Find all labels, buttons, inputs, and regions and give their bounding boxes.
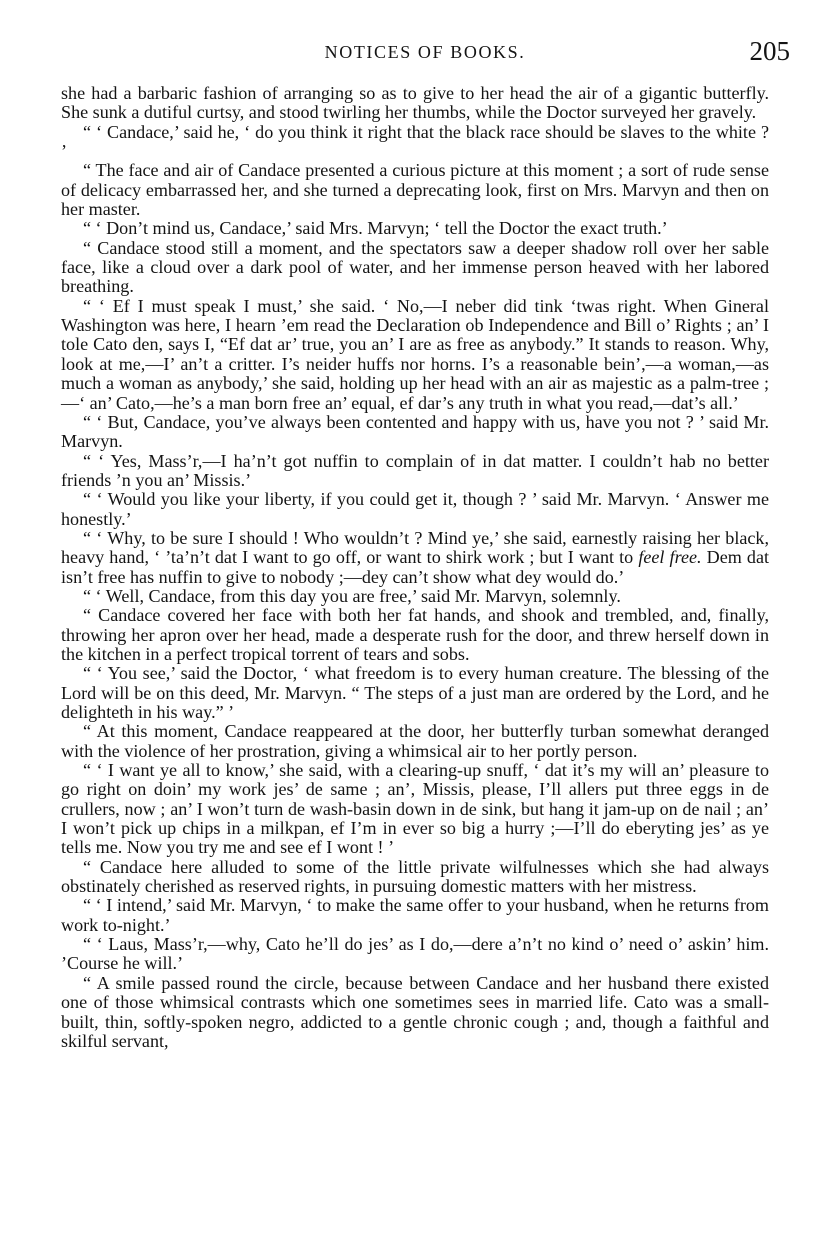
paragraph: “ ‘ Would you like your liberty, if you could get it, though ? ’ said Mr. Marvyn. ‘ Answer me honestly.’ <box>61 489 769 529</box>
paragraph: “ Candace here alluded to some of the little private wilfulnesses which she had always obstinately cherished as reserved rights, in pursuing domestic matters with her mistress. <box>61 856 769 897</box>
paragraph: “ ‘ But, Candace, you’ve always been contented and happy with us, have you not ? ’ said Mr. Marvyn. <box>61 411 769 452</box>
paragraph: she had a barbaric fashion of arranging so as to give to her head the air of a gigantic butterfly. She sunk a dutiful curtsy, and stood twirling her thumbs, while the Doctor surveyed her gravely. <box>61 83 769 123</box>
page-number: 205 <box>749 36 790 66</box>
paragraph: “ ‘ Well, Candace, from this day you are free,’ said Mr. Marvyn, solemnly. <box>83 585 621 606</box>
paragraph: “ ‘ You see,’ said the Doctor, ‘ what freedom is to every human creature. The blessing of the Lord will be on this deed, Mr. Marvyn. “ The steps of a just man are ordered by the Lord, and he delighteth in his way.” ’ <box>61 663 769 722</box>
paragraph: “ ‘ Don’t mind us, Candace,’ said Mrs. Marvyn; ‘ tell the Doctor the exact truth.’ <box>83 218 668 239</box>
paragraph-text: Dem dat isn’t free has nuffin to give to nobody ;—dey can’t show what dey would do.’ <box>61 547 770 587</box>
paragraph: “ Candace stood still a moment, and the spectators saw a deeper shadow roll over her sable face, like a cloud over a dark pool of water, and her immense person heaved with her labored breathing. <box>61 237 769 297</box>
paragraph-text: “ ‘ Why, to be sure I should ! Who wouldn’t ? Mind ye,’ she said, earnestly raising her black, heavy hand, ‘ ’ta’n’t dat I want to go off, or want to shirk work ; but I want to <box>61 527 769 568</box>
paragraph: “ ‘ Ef I must speak I must,’ she said. ‘ No,—I neber did tink ‘twas right. When Gineral Washington was here, I hearn ’em read the Declaration ob Independence and Bill o’ Rights ; an’ I tole Cato den, says I, “Ef dat ar’ true, you an’ I are as free as anybody.” It stands to reason. Why, look at me,—I’ an’t a critter. I’s neider huffs nor horns. I’s a reasonable bein’,—a woman,—as much a woman as anybody,’ she said, holding up her head with an air as majestic as a palm-tree ;—‘ an’ Cato,—he’s a man born free an’ equal, ef dar’s any truth in what you read,—dat’s all.’ <box>61 295 769 413</box>
paragraph: “ ‘ Laus, Mass’r,—why, Cato he’ll do jes’ as I do,—dere a’n’t no kind o’ need o’ askin’ him. ’Course he will.’ <box>61 934 769 974</box>
paragraph: “ At this moment, Candace reappeared at the door, her butterfly turban somewhat deranged with the violence of her prostration, giving a whimsical air to her portly person. <box>61 721 769 761</box>
paragraph: “ ‘ I intend,’ said Mr. Marvyn, ‘ to make the same offer to your husband, when he returns from work to-night.’ <box>61 895 769 935</box>
paragraph: “ A smile passed round the circle, because between Candace and her husband there existed one of those whimsical contrasts which one sometimes sees in married life. Cato was a small-built, thin, softly-spoken negro, addicted to a gentle chronic cough ; and, though a faithful and skilful servant, <box>61 972 769 1051</box>
paragraph: “ ‘ Yes, Mass’r,—I ha’n’t got nuffin to complain of in dat matter. I couldn’t hab no better friends ’n you an’ Missis.’ <box>61 450 769 490</box>
running-title: NOTICES OF BOOKS. <box>324 42 526 62</box>
paragraph: “ ‘ Candace,’ said he, ‘ do you think it right that the black race should be slaves to the white ? ’ <box>61 121 769 162</box>
italic-phrase: feel free. <box>638 547 702 568</box>
paragraph: “ ‘ I want ye all to know,’ she said, with a clearing-up snuff, ‘ dat it’s my will an’ pleasure to go right on doin’ my work jes’ de same ; an’, Missis, please, I’ll allers put three eggs in de crullers, now ; an’ I won’t turn de wash-basin down in de sink, but hang it jam-up on de nail ; an’ I won’t pick up chips in a milkpan, ef I’m in ever so big a hurry ;—I’ll do eberyting jes’ as ye tells me. Now you try me and see ef I wont ! ’ <box>61 760 769 858</box>
running-head <box>60 36 790 70</box>
paragraph: “ Candace covered her face with both her fat hands, and shook and trembled, and, finally, throwing her apron over her head, made a desperate rush for the door, and threw herself down in the kitchen in a perfect tropical torrent of tears and sobs. <box>61 605 769 664</box>
body-text <box>61 84 769 1051</box>
paragraph-feel-free <box>61 529 769 587</box>
paragraph: “ The face and air of Candace presented a curious picture at this moment ; a sort of rude sense of delicacy embarrassed her, and she turned a deprecating look, first on Mrs. Marvyn and then on her master. <box>61 160 769 220</box>
